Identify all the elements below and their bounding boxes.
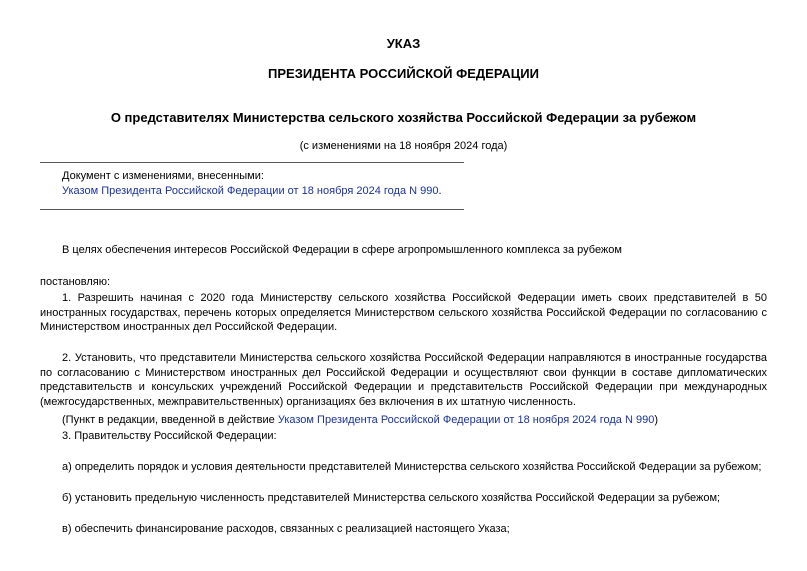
decree-word: постановляю: bbox=[40, 276, 111, 288]
changes-line bbox=[62, 185, 442, 198]
paragraph-3a: а) определить порядок и условия деятельности представителей Министерства сельского хозяйства Российской Федерации за рубежом; bbox=[62, 461, 762, 473]
changes-link-suffix: . bbox=[438, 185, 442, 197]
decree-subject: О представителях Министерства сельского хозяйства Российской Федерации за рубежом bbox=[110, 110, 697, 125]
changes-intro: Документ с изменениями, внесенными: bbox=[62, 170, 264, 182]
paragraph-2 bbox=[40, 351, 767, 409]
paragraph-3c: в) обеспечить финансирование расходов, связанных с реализацией настоящего Указа; bbox=[62, 523, 510, 535]
paragraph-3: 3. Правительству Российской Федерации: bbox=[62, 430, 277, 442]
note-decree-link[interactable]: Указом Президента Российской Федерации от 18 ноября 2024 года N 990 bbox=[277, 414, 655, 426]
amendment-date: (с изменениями на 18 ноября 2024 года) bbox=[299, 140, 508, 152]
paragraph-1 bbox=[40, 291, 767, 335]
note-suffix: ) bbox=[654, 414, 659, 426]
changes-bottom-rule bbox=[40, 209, 464, 210]
changes-top-rule bbox=[40, 162, 464, 163]
note-prefix: (Пункт в редакции, введенной в действие bbox=[62, 414, 278, 426]
amending-decree-link[interactable]: Указом Президента Российской Федерации от 18 ноября 2024 года N 990 bbox=[62, 185, 439, 197]
paragraph-3b: б) установить предельную численность представителей Министерства сельского хозяйства Российской Федерации за рубежом; bbox=[62, 492, 721, 504]
paragraph-1-text: 1. Разрешить начиная с 2020 года Министерству сельского хозяйства Российской Федерации иметь своих представителей в 50 иностранных государствах, перечень которых определяется Министерством сельского хозяйства Российской Федерации по согласованию с Министерством иностранных дел Российской Федерации. bbox=[40, 292, 767, 334]
decree-issuer: ПРЕЗИДЕНТА РОССИЙСКОЙ ФЕДЕРАЦИИ bbox=[268, 66, 539, 81]
preamble: В целях обеспечения интересов Российской Федерации в сфере агропромышленного комплекса за рубежом bbox=[62, 244, 622, 256]
paragraph-2-note bbox=[62, 414, 658, 427]
paragraph-2-text: 2. Установить, что представители Министерства сельского хозяйства Российской Федерации направляются в иностранные государства по согласованию с Министерством иностранных дел Российской Федерации и осуществляют свои функции в составе дипломатических представительств и консульских учреждений Российской Федерации и представительств Российской Федерации при международных (межгосударственных, межправительственных) организациях без включения в их штатную численность. bbox=[40, 352, 767, 408]
decree-title: УКАЗ bbox=[386, 36, 421, 51]
